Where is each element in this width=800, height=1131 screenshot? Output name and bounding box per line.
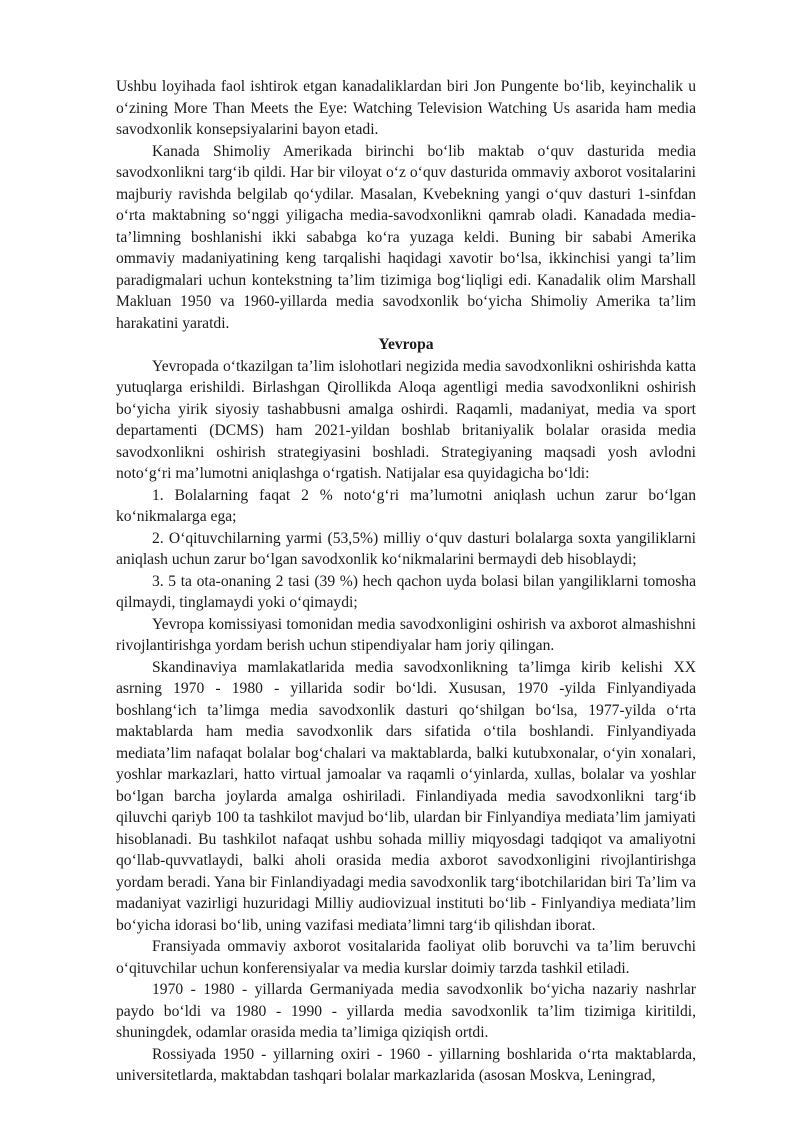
paragraph: Rossiyada 1950 - yillarning oxiri - 1960 - yillarning boshlarida o‘rta maktablarda, universitetlarda, maktabdan tashqari bolalar markazlarida (asosan Moskva, Leningrad, — [116, 1045, 696, 1084]
paragraph: Yevropada o‘tkazilgan ta’lim islohotlari negizida media savodxonlikni oshirishda katta yutuqlarga erishildi. Birlashgan Qirollikda Aloqa agentligi media savodxonlikni oshirish bo‘yicha yirik siyosiy tashabbusni amalga oshirdi. Raqamli, madaniyat, media va sport departamenti (DCMS) ham 2021-yildan boshlab britaniyalik bolalar orasida media savodxonlikni oshirish strategiyasini boshladi. Strategiyaning maqsadi yosh avlodni noto‘g‘ri ma’lumotni aniqlashga o‘rgatish. Natijalar esa quyidagicha bo‘ldi: — [116, 357, 696, 482]
paragraph: Yevropa komissiyasi tomonidan media savodxonligini oshirish va axborot almashishni rivojlantirishga yordam berish uchun stipendiyalar ham joriy qilingan. — [116, 615, 696, 654]
section-heading: Yevropa — [378, 336, 434, 353]
document-page — [116, 76, 696, 1087]
list-item: 2. O‘qituvchilarning yarmi (53,5%) milliy o‘quv dasturi bolalarga soxta yangiliklarni aniqlash uchun zarur bo‘lgan savodxonlik ko‘nikmalarini bermaydi deb hisoblaydi; — [116, 529, 696, 568]
paragraph: Fransiyada ommaviy axborot vositalarida faoliyat olib boruvchi va ta’lim beruvchi o‘qituvchilar uchun konferensiyalar va media kurslar doimiy tarzda tashkil etiladi. — [116, 938, 696, 977]
paragraph: Skandinaviya mamlakatlarida media savodxonlikning ta’limga kirib kelishi XX asrning 1970 - 1980 - yillarida sodir bo‘ldi. Xususan, 1970 -yilda Finlyandiyada boshlang‘ich ta’limga media savodxonlik dasturi qo‘shilgan bo‘lsa, 1977-yilda o‘rta maktablarda ham media savodxonlik dars sifatida o‘tila boshlandi. Finlyandiyada mediata’lim nafaqat bolalar bog‘chalari va maktablarda, balki kutubxonalar, o‘yin xonalari, yoshlar markazlari, hatto virtual jamoalar va raqamli o‘yinlarda, xullas, bolalar va yoshlar bo‘lgan barcha joylarda amalga oshiriladi. Finlandiyada media savodxonlikni targ‘ib qiluvchi qariyb 100 ta tashkilot mavjud bo‘lib, ulardan bir Finlyandiya mediata’lim jamiyati hisoblanadi. Bu tashkilot nafaqat ushbu sohada milliy miqyosdagi tadqiqot va amaliyotni qo‘llab-quvvatlaydi, balki aholi orasida media axborot savodxonligini rivojlantirishga yordam beradi. Yana bir Finlandiyadagi media savodxonlik targ‘ibotchilaridan biri Ta’lim va madaniyat vazirligi huzuridagi Milliy audiovizual instituti bo‘lib - Finlyandiya mediata’lim bo‘yicha idorasi bo‘lib, uning vazifasi mediata’limni targ‘ib qilishdan iborat. — [116, 658, 696, 934]
list-item: 1. Bolalarning faqat 2 % noto‘g‘ri ma’lumotni aniqlash uchun zarur bo‘lgan ko‘nikmalarga ega; — [116, 486, 696, 525]
paragraph: Kanada Shimoliy Amerikada birinchi bo‘lib maktab o‘quv dasturida media savodxonlikni targ‘ib qildi. Har bir viloyat o‘z o‘quv dasturida ommaviy axborot vositalarini majburiy ravishda belgilab qo‘ydilar. Masalan, Kvebekning yangi o‘quv dasturi 1-sinfdan o‘rta maktabning so‘nggi yiligacha media-savodxonlikni qamrab oladi. Kanadada media-ta’limning boshlanishi ikki sababga ko‘ra yuzaga keldi. Buning bir sababi Amerika ommaviy madaniyatining keng tarqalishi haqidagi xavotir bo‘lsa, ikkinchisi yangi ta’lim paradigmalari uchun kontekstning ta’lim tizimiga bog‘liqligi edi. Kanadalik olim Marshall Makluan 1950 va 1960-yillarda media savodxonlik bo‘yicha Shimoliy Amerika ta’lim harakatini yaratdi. — [116, 142, 696, 332]
list-item: 3. 5 ta ota-onaning 2 tasi (39 %) hech qachon uyda bolasi bilan yangiliklarni tomosha qilmaydi, tinglamaydi yoki o‘qimaydi; — [116, 572, 696, 611]
paragraph: 1970 - 1980 - yillarda Germaniyada media savodxonlik bo‘yicha nazariy nashrlar paydo bo‘ldi va 1980 - 1990 - yillarda media savodxonlik ta’lim tizimiga kiritildi, shuningdek, odamlar orasida media ta’limiga qiziqish ortdi. — [116, 981, 696, 1041]
paragraph: Ushbu loyihada faol ishtirok etgan kanadaliklardan biri Jon Pungente bo‘lib, keyinchalik u o‘zining More Than Meets the Eye: Watching Television Watching Us asarida ham media savodxonlik konsepsiyalarini bayon etadi. — [116, 78, 696, 138]
